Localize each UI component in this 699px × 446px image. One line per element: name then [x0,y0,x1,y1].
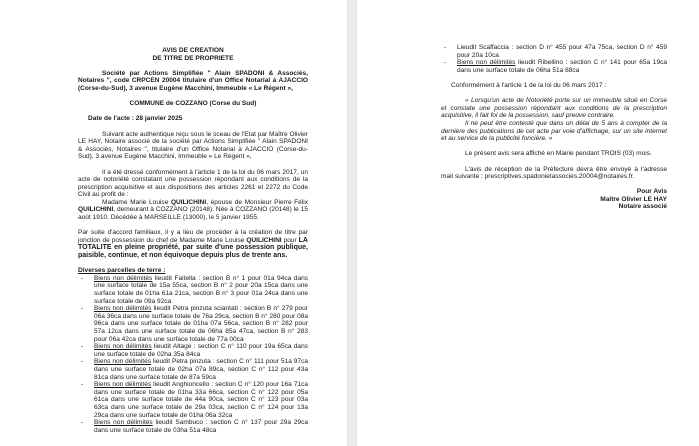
parcel-item [78,275,308,305]
legal-quote-paragraph-2: Il ne peut être contesté que dans un délai de 5 ans à compter de la dernière des publications de cet acte par voie d'affichage, sur un site internet et au service de la publicité foncière. » [441,119,667,143]
parcel-text: Lieudit Scaffaccia : section D n° 455 pour 47a 75ca, section D n° 459 pour 20a 10ca [457,44,667,59]
parcel-item [441,59,667,74]
parcel-label: Biens non délimités [94,419,153,427]
parcels-heading: Diverses parcelles de terre : [78,267,166,275]
beneficiary-surname: QUILICHINI [170,198,207,206]
parcel-label: Biens non délimités [94,381,152,389]
parcel-label: Biens non délimités [94,305,152,313]
parcel-label: Biens non délimités [94,358,152,366]
signature-block [441,188,667,211]
parcel-text: lieudit Anghioncello : section C n° 120 pour 16a 71ca dans une surface totale de 01ha 33a 66ca, section C n° 122 pour 05a 61ca dans une surface totale de 44a 90ca, section C n° 123 pour 03a 63ca dans une surface totale de 29a 03ca, section C n° 124 pour 13a 29ca dans une surface totale de 01ha 06a 32ca [94,381,308,419]
page-gutter [347,0,357,446]
page-2-text-column [441,44,667,211]
parcel-label: Biens non délimités [94,343,152,351]
signature-line-1: Pour Avis [636,188,667,196]
beneficiary-details: , demeurant à COZZANO (20148). Née à COZZANO (20148) le 15 août 1910. Décédée à MARSEILLE (13000), le 5 janvier 1955. [78,206,308,222]
parcel-text: lieudit Faitella : section B n° 1 pour 01a 94ca dans une surface totale de 15a 55ca, section B n° 2 pour 20a 15ca dans une surface totale de 01ha 61a 21ca, section B n° 3 pour 01a 24ca dans une surface totale de 09a 92ca [94,274,308,305]
document-title [78,47,308,62]
beneficiary-spouse: , épouse de Monsieur Pierre Félix [206,198,309,206]
parcel-label: Biens non délimités [457,59,516,67]
parcel-text: lieudit Sambuco : section C n° 137 pour 29a 29ca dans une surface totale de 03ha 51a 48ca [94,419,308,434]
deed-date: Date de l'acte : 28 janvier 2025 [88,115,183,123]
accord-pour: pour [281,236,299,244]
acknowledgement-paragraph: L'avis de réception de la Préfecture devra être envoyé à l'adresse mail suivante : prescriptives.spadonietassocies.20004@notaires.fr. [441,165,667,181]
accord-text: Par suite d'accord familiaux, il y a lieu de procéder à la création de titre par jonction de possession du chef de Madame Marie Louise [78,229,308,244]
document-page-2 [357,0,699,446]
notary-company: Société par Actions Simplifiée " Alain SPADONI & Associés, Notaires ", code CRPCEN 20004 titulaire d'un Office Notarial à AJACCIO (Corse-du-Sud), 3 avenue Eugène Macchini, Immeuble « Le Régent », [78,69,308,92]
parcel-item [78,305,308,343]
parcel-item [78,358,308,381]
paragraph-accord-familial [78,229,308,259]
document-page-1 [0,0,347,446]
signature-line-3: Notaire associé [618,203,667,211]
title-line-1: AVIS DE CREATION [162,47,224,54]
title-line-2: DE TITRE DE PROPRIETE [152,54,234,62]
paragraph-suivant-acte: Suivant acte authentique reçu sous le sceau de l'Etat par Maître Olivier LE HAY, Notaire associé de la société par Actions Simplifiée " Alain SPADONI & Associés, Notaires ", titulaire d'un Office Notarial à AJACCIO (Corse-du-Sud), 3 avenue Eugène Macchini, Immeuble « Le Régent », [78,130,308,161]
paragraph-acte-notoriete: Il a été dressé conformément à l'article 1 de la loi du 06 mars 2017, un acte de notoriété constatant une possession répondant aux conditions de la prescription acquisitive et aux dispositions des articles 2261 et 2272 du Code Civil au profit de : [78,168,308,199]
beneficiary-paragraph [78,199,308,222]
parcel-text: lieudit Ribellino : section C n° 141 pour 65a 19ca dans une surface totale de 06ha 51a 88ca [457,59,667,74]
spouse-surname: QUILICHINI [78,206,114,214]
legal-quote-paragraph-1: « Lorsqu'un acte de Notoriété porte sur un immeuble situé en Corse et constate une possession répondant aux conditions de la prescription acquisitive, il fait foi de la possession, sauf preuve contraire. [441,97,667,120]
accord-surname: QUILICHINI [246,236,282,244]
parcels-list-continued [441,44,667,74]
parcel-item [78,343,308,358]
signature-line-2: Maître Olivier LE HAY [600,195,667,203]
parcel-item [441,44,667,59]
accord-totalite: LA TOTALITE en pleine propriété, par suite d'une possession publique, paisible, continue, et non équivoque depuis plus de trente ans. [78,236,308,260]
commune-heading: COMMUNE de COZZANO (Corse du Sud) [129,100,257,108]
conformement-paragraph: Conformément à l'article 1 de la loi du 06 mars 2017 : [451,81,607,89]
parcel-text: lieudit Altage : section C n° 110 pour 19a 65ca dans une surface totale de 02ha 35a 84ca [94,343,308,358]
parcel-item [78,419,308,434]
page-1-text-column [78,47,308,434]
parcel-text: lieudit Petra pinzuta : section C n° 111 pour 51a 97ca dans une surface totale de 02ha 07a 89ca, section C n° 112 pour 43a 81ca dans une surface totale de 87a 59ca [94,358,308,381]
parcel-label: Biens non délimités [94,274,153,282]
parcel-item [78,381,308,419]
parcel-text: lieudit Petra pinzuta sciantati : section B n° 279 pour 06a 36ca dans une surface totale de 76a 29ca, section B n° 280 pour 08a 96ca dans une surface totale de 01ha 07a 56ca, section B n° 282 pour 57a 12ca dans une surface totale de 06ha 85a 47ca, section B n° 283 pour 06a 42ca dans une surface totale de 77a 00ca [94,305,308,343]
parcels-list [78,275,308,434]
display-notice: Le présent avis sera affiché en Mairie pendant TROIS (03) mois. [465,150,652,158]
beneficiary-prefix: Madame Marie Louise [102,198,171,206]
